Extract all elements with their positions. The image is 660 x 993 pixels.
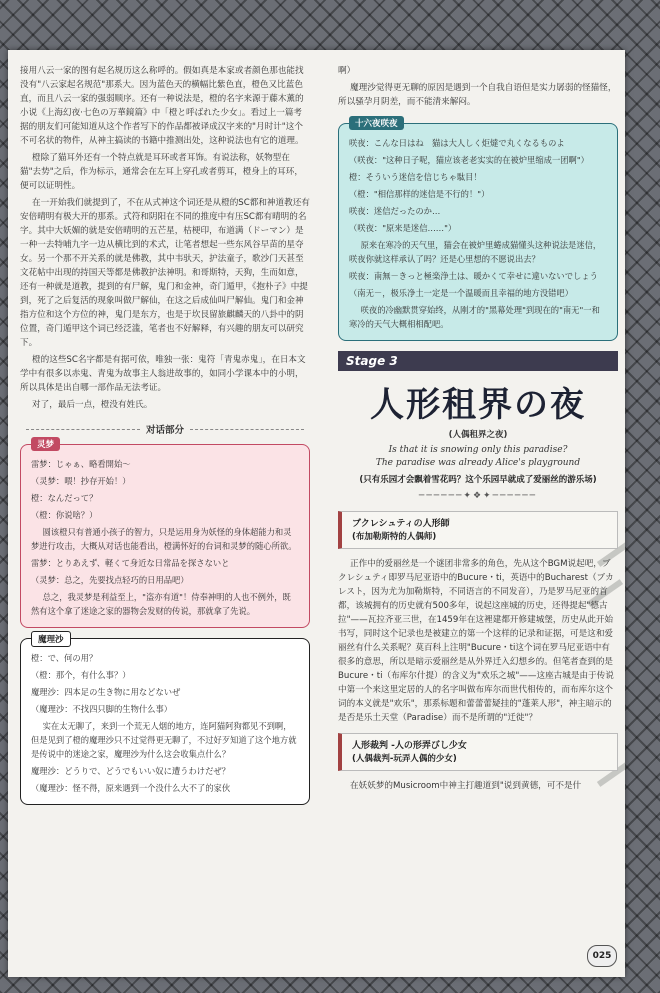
article-paragraph: 啊） [338,66,356,76]
dialog-line: 雷梦：とりあえず、軽くて身近な日常品を探さないと [31,558,230,568]
dialog-box-reimu [20,440,310,628]
magazine-page [8,50,625,977]
dialog-line: （灵梦：总之，先要找点轻巧的日用品吧） [31,575,189,585]
dialog-line: 魔理沙：四本足の生き物に用などないぜ [31,687,181,697]
dialog-box-sakuya [338,119,618,341]
article-paragraph: 魔理沙觉得更无聊的原因是遇到一个自我自语但是实力孱弱的怪猫怪，所以骚孕月阴差，而不能清来解闷。 [338,83,617,107]
dialog-line: 橙：なんだって？ [31,493,98,503]
article-paragraph: 接用八云一家的图有起名规历这么称呼的。假如真是本家或者颜色那也能找没有"八云家起名规范"那系大。因为蓝色天的横幅比紫色直，橙色又比蓝色直，而且八云一家的强弱顺序。还有一种说法是，橙的名字来源于藤木薰的小说《上海幻夜·七色の万華鏡篇》中「橙と呼ばれた少女」。看过上一篇考据的朋友们可能知道从这个作者写下的作品都被译成汉字来的"月时计"这个不可名状的物件，从神主搞读的书籍中推测出处，这种说法也有它的道理。 [20,66,304,146]
stage-label: Stage 3 [338,351,618,371]
dialog-box-tag: 灵梦 [31,437,60,451]
dialog-line: （橙：那个，有什么事？） [31,670,131,680]
stage-subtitle: (人偶租界之夜) [448,430,508,440]
dialog-line: （南无－，极乐净土一定是一个温暖而且幸福的地方没错吧） [349,288,574,298]
dialog-line: （魔理沙：不找四只脚的生物什么事） [31,704,173,714]
dialog-commentary: 总之，我灵梦是利益至上，"盗亦有道"！侍奉神明的人也不例外，既然有这个拿了迷途之家的器物会发财的传说，那就拿了先说。 [31,592,291,616]
dialog-line: （橙：你说啥？） [31,510,98,520]
dialog-box-tag: 十六夜咲夜 [349,116,404,130]
left-column [20,64,310,815]
article-paragraph: 橙的这些SC名字都是有据可依，唯独一张：鬼符「青鬼赤鬼」，在日本文学中有很多以赤鬼、青鬼为故事主人翁进故事的，如同小学课本中的小明，所以具体是出自哪一部作品无法考证。 [20,355,306,393]
article-paragraph: 在妖妖梦的Musicroom中神主打趣道到"说到黄德，可不是什 [350,781,582,791]
dialog-section-divider [20,422,310,436]
dialog-line: 魔理沙：どうりで、どうでもいい奴に遭うわけだぜ？ [31,766,230,776]
dialog-line: 橙：で、何の用？ [31,653,98,663]
dialog-line: 咲夜：南無－きっと極楽浄土は、暖かくて幸せに違いないでしょう [349,271,598,281]
dialog-box-marisa [20,635,310,805]
dialog-line: （咲夜："这种日子呢，猫应该老老实实的在被炉里缩成一团啊"） [349,155,589,165]
section-heading-jp: ブクレシュティの人形師 [352,519,450,529]
section-heading-bucharest [338,511,618,549]
stage-title: 人形租界の夜 [370,385,586,425]
dialog-section-title: 对话部分 [146,425,185,436]
page-number: 025 [587,945,617,967]
dialog-line: （灵梦：喂！抄存开始！） [31,476,131,486]
article-paragraph: 正作中的爱丽丝是一个谜团非常多的角色，先从这个BGM说起吧，ブクレシュティ即罗马尼亚语中的Bucure・ti，英语中的Bucharest（ブカレスト，因为尤为加勒斯特，不同语言的不同发音），乃是罗马尼亚的首都，该城拥有的历史就有500多年，说起这座城的历史，还得提起"德古拉"——瓦拉齐亚三世，在1459年在这裡建都开修建城堡，历史从此开始书写，同时这个记录也是被建立的第一个这样的记录和证据，可是这和爱丽丝有什么关系呢？莫百科上注明"Bucure・ti这个词在罗马尼亚语中有很多的意思，所以是暗示爱丽丝是从外界迁入幻想乡的。但笔者查到的是Bucure・ti（布库尔什提）的含义为"欢乐之城"——这座古城是由于传说中第一个来这里定居的人的名字叫做布库尔而世代相传的，而布库尔这个词的本义就是"欢乐"，那系标题和蕾蕾蕾疑挂的"蓬莱人形"，神主暗示的是否是乐土天堂（Paradise）而不是所谓的"迁徙"？ [338,559,614,723]
dialog-line: （橙："相信那样的迷信是不行的！"） [349,189,490,199]
dialog-box-tag: 魔理沙 [31,631,71,647]
dialog-line: 雷梦：じゃぁ、略看開始～ [31,459,131,469]
ornament-divider: ──────✦❖✦────── [418,491,538,501]
dialog-line: 咲夜：こんな日はね 猫は大人しく炬燵で丸くなるものよ [349,138,565,148]
dialog-commentary: 实在太无聊了，来到一个荒无人烟的地方，连阿猫阿狗都见不到啊，但是见到了橙的魔理沙只不过觉得更无聊了，不过好歹知道了这个地方就是传说中的迷途之家，魔理沙为什么这会收集点什么？ [31,721,297,759]
stage-caption: (只有乐园才会飘着雪花吗？这个乐园早就成了爱丽丝的游乐场) [359,475,597,485]
right-column [338,64,618,796]
dialog-line: （咲夜："原来是迷信……"） [349,223,457,233]
article-paragraph: 橙除了猫耳外还有一个特点就是耳环或者耳饰。有说法称，妖物型在猫"去势"之后，作为标示，通常会在左耳上穿孔或者剪耳，橙身上的耳环，便可以证明性。 [20,153,303,191]
section-heading-cn: (人偶裁判-玩弄人偶的少女) [352,754,457,764]
dialog-commentary: 原来在寒冷的天气里，猫会在被炉里蜷成猫懂头这种说法是迷信，咲夜你就这样承认了吗？还是心里想的不愿说出去？ [349,240,602,264]
stage-script-line: Is that it is snowing only this paradise? [388,445,568,455]
dialog-line: （魔理沙：怪不得，原来遇到一个没什么大不了的家伙 [31,783,231,793]
stage-script-line: The paradise was already Alice's playground [375,458,581,468]
section-heading-doll-judge [338,733,618,771]
section-heading-cn: (布加勒斯特的人偶师) [352,532,437,542]
article-paragraph: 对了，最后一点，橙没有姓氏。 [32,400,153,410]
dialog-line: 咲夜：迷信だったのか… [349,206,441,216]
section-heading-jp: 人形裁判 -人の形弄びし少女 [352,741,467,751]
article-paragraph: 在一开始我们就提到了，不在从式神这个词还是从橙的SC都和神道教还有安倍晴明有极大开的那系。式符和阴阳在不同的推度中有压SC都有晴明的名字。其中大妖媚的就是安倍晴明的五芒星，枯梗印，布道满（ドーマン）是一种一去特哺九字一边从横比到的术式，让笔者想起一些东风谷早苗的星夺女。另一个那不开关系的就是佛教，其中韦驮天，护法童子，歌沙门天甚至文花帖中出现的持国天等都是佛教护法神明。和哥斯特，天狗，生而如意，还有一种就是道教，提到的有尸解，鬼门和金神，奇门遁甲，《抱朴子》中提到，死了之后复活的现象叫做尸解仙，在这之后成仙叫尸解仙。鬼门和金神指方位和这个方位的神，鬼门是东方，也是于坎艮留旅麒麟天的八卦中的阴位置，奇门遁甲这个词已经泛滥，笔者也不好解释，有兴趣的朋友可以研究下。 [20,198,310,348]
dialog-commentary: 圆该橙只有普通小孩子的智力，只是运用身为妖怪的身体超能力和灵梦进行攻击，大概从对话也能看出，橙满怀好的台词和灵梦的随心所欲。 [31,527,297,551]
dialog-commentary: 咲夜的冷幽默贯穿始终，从刚才的"黑幕处理"到现在的"南无"一和寒冷的天气大概相相配吧。 [349,305,600,329]
dialog-line: 橙：そういう迷信を信じちゃ駄目！ [349,172,482,182]
